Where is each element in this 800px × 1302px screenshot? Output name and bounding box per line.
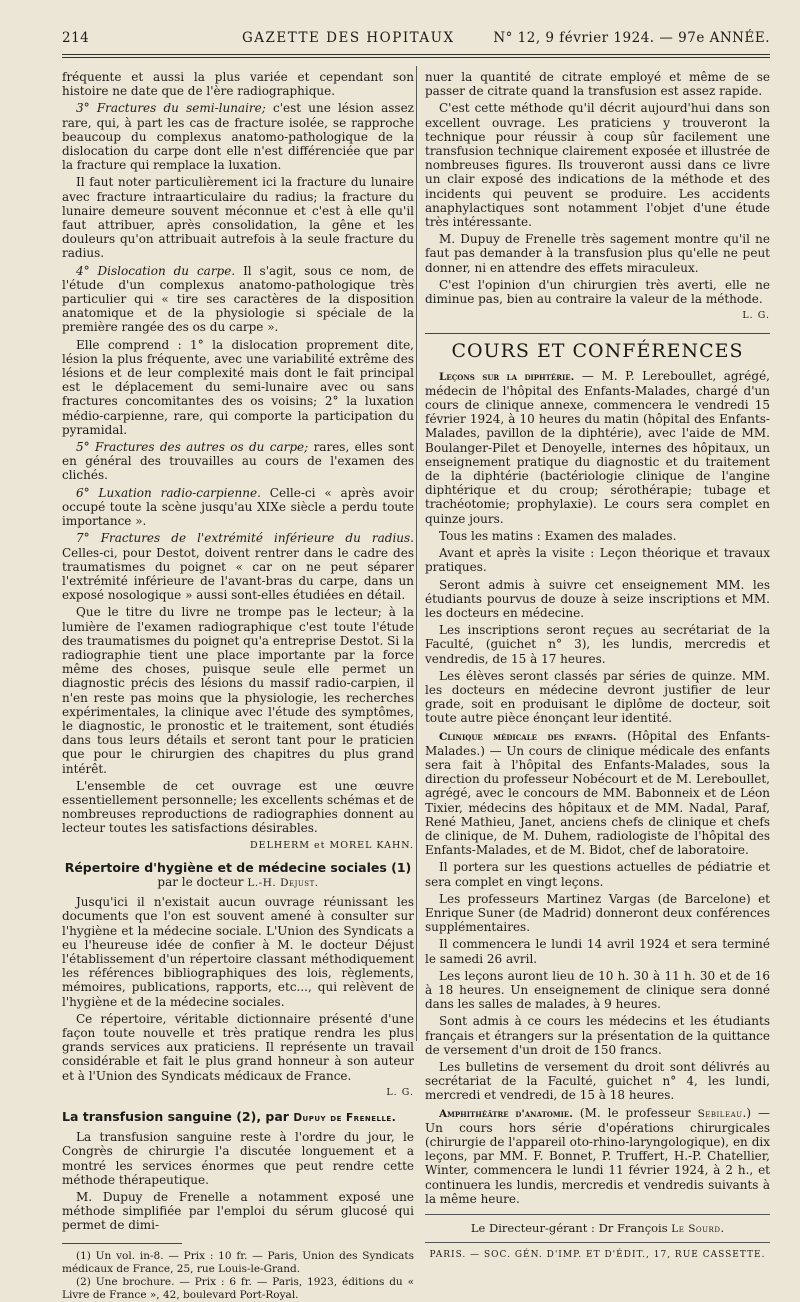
paragraph: L'ensemble de cet ouvrage est une œuvre essentiellement personnelle; les excellents schémas et de nombreuses reproductions de radiographies donnent au lecteur toutes les satisfactions désirables. [62, 778, 414, 836]
paragraph [62, 101, 414, 172]
paragraph: Ce répertoire, véritable dictionnaire présenté d'une façon toute nouvelle et très pratique rendra les plus grands services aux praticiens. Il représente un travail considérable et fait le plus grand honneur à son auteur et à l'Union des Syndicats médicaux de France. [62, 1011, 414, 1083]
section-title: COURS ET CONFÉRENCES [425, 333, 770, 358]
item-text: (M. le professeur [572, 1105, 698, 1120]
item-label: 7° Fractures de l'extrémité inférieure du radius. [76, 531, 414, 546]
review-title: Répertoire d'hygiène et de médecine sociales (1) [64, 859, 412, 875]
paragraph: Sont admis à ce cours les médecins et les étudiants français et étrangers sur la présentation de la quittance de versement d'un droit de 150 francs. [425, 1014, 770, 1057]
paragraph: nuer la quantité de citrate employé et même de se passer de citrate quand la transfusion est assez rapide. [425, 70, 770, 99]
review-title [62, 1110, 414, 1125]
paragraph [425, 369, 770, 526]
item-label: 5° Fractures des autres os du carpe; [76, 440, 309, 455]
paragraph [62, 264, 414, 335]
paragraph: La transfusion sanguine reste à l'ordre du jour, le Congrès de chirurgie l'a discutée longuement et a montré les services énormes que peut rendre cette méthode thérapeutique. [62, 1130, 414, 1187]
paragraph: Il commencera le lundi 14 avril 1924 et sera terminé le samedi 26 avril. [425, 937, 770, 966]
printer-imprint: PARIS. — SOC. GÉN. D'IMP. ET D'ÉDIT., 17, RUE CASSETTE. [425, 1242, 770, 1262]
item-text: — M. P. Lereboullet, agrégé, médecin de l'hôpital des Enfants-Malades, chargé d'un cours de clinique annexe, commencera le vendredi 15 février 1924, à 10 heures du matin (hôpital des Enfants-Malades, pavillon de la diphtérie), avec l'aide de MM. Boulanger-Pilet et Denoyelle, internes des hôpitaux, un enseignement pratique du diagnostic et du traitement de la diphtérie (bactériologie clinique de l'angine diphtérique et du croup; sérothérapie; tubage et trachéotomie; prophylaxie). Le cours sera complet en quinze jours. [425, 368, 770, 526]
review-byline [62, 875, 414, 890]
issue-info: N° 12, 9 février 1924. — 97e ANNÉE. [493, 30, 770, 46]
footnote-rule [62, 1243, 182, 1244]
item-text: Il s'agit, sous ce nom, de l'étude d'un complexus anatomo-pathologique très particulier qui « tire ses caractères de la disposition anatomique et de la physiologie si spéciale de la première rangée des os du carpe ». [62, 263, 414, 335]
author-name: Dupuy de Frenelle. [293, 1112, 397, 1125]
director-line [425, 1214, 770, 1236]
footnote: (2) Une brochure. — Prix : 6 fr. — Paris, 1923, éditions du « Livre de France », 42, boulevard Port-Royal. [62, 1275, 414, 1301]
director-suffix: . [720, 1221, 725, 1236]
signature: L. G. [386, 1086, 414, 1098]
author-name: L.-H. Dejust. [247, 876, 319, 889]
paragraph [62, 531, 414, 602]
item-text: rares, elles sont en général des trouvailles au cours de l'examen des clichés. [62, 440, 414, 483]
title-text: La transfusion sanguine (2), par [62, 1109, 294, 1125]
left-column [62, 70, 414, 1302]
signature: DELHERM et MOREL KAHN. [250, 839, 414, 851]
paragraph: Les leçons auront lieu de 10 h. 30 à 11 h. 30 et de 16 à 18 heures. Un enseignement de clinique sera donné dans les salles de malades, à 9 heures. [425, 968, 770, 1012]
runin-heading: Leçons sur la diphtérie. [439, 370, 575, 383]
column-divider [416, 66, 417, 1041]
paragraph: Tous les matins : Examen des malades. [439, 528, 677, 543]
paragraph [62, 440, 414, 483]
director-prefix: Le Directeur-gérant : Dr François [470, 1221, 672, 1236]
running-header [62, 30, 770, 50]
paragraph: C'est l'opinion d'un chirurgien très averti, elle ne diminue pas, bien au contraire la valeur de la méthode. [425, 277, 770, 307]
right-column [425, 70, 770, 1262]
footnote: (1) Un vol. in-8. — Prix : 10 fr. — Paris, Union des Syndicats médicaux de France, 25, rue Louis-le-Grand. [62, 1249, 414, 1275]
runin-heading: Amphithéâtre d'anatomie. [439, 1107, 573, 1120]
item-label: 4° Dislocation du carpe. [76, 263, 236, 278]
professor-name: Sebileau [697, 1107, 743, 1120]
byline-prefix: par le docteur [157, 874, 248, 889]
paragraph: Les élèves seront classés par séries de quinze. MM. les docteurs en médecine devront justifier de leur grade, soit en produisant le diplôme de docteur, soit toute autre pièce énonçant leur identité. [425, 668, 770, 726]
item-text: .) — Un cours hors série d'opérations chirurgicales (chirurgie de l'appareil oto-rhino-laryngologique), en dix leçons, par MM. F. Bonnet, P. Truffert, H.-P. Chatellier, Winter, commencera le lundi 11 février 1924, à 2 h., et continuera les lundis, mercredis et vendredis suivants à la même heure. [425, 1105, 770, 1206]
paragraph: M. Dupuy de Frenelle très sagement montre qu'il ne faut pas demander à la transfusion plus qu'elle ne peut donner, ni en attendre des effets miraculeux. [425, 232, 770, 275]
runin-heading: Clinique médicale des enfants. [439, 730, 617, 743]
paragraph [62, 486, 414, 529]
page-number: 214 [62, 30, 90, 46]
paragraph: Les professeurs Martinez Vargas (de Barcelone) et Enrique Suner (de Madrid) donneront deux conférences supplémentaires. [425, 891, 770, 935]
item-text: (Hôpital des Enfants-Malades.) — Un cours de clinique médicale des enfants sera fait à l'hôpital des Enfants-Malades, sous la direction du professeur Nobécourt et de M. Lereboullet, agrégé, avec le concours de MM. Babonneix et de Léon Tixier, médecins des hôpitaux et de MM. Nadal, Paraf, René Mathieu, Janet, anciens chefs de clinique et chefs de clinique, de M. Duhem, radiologiste de l'hôpital des Enfants-Malades, et de M. Bidot, chef de laboratoire. [425, 728, 771, 858]
paragraph: Les bulletins de versement du droit sont délivrés au secrétariat de la Faculté, guichet n° 4, les lundi, mercredi et vendredi, de 15 à 18 heures. [425, 1060, 770, 1103]
paragraph: Elle comprend : 1° la dislocation proprement dite, lésion la plus fréquente, avec une variabilité extrême des lésions et de leur complexité mais dont le fait principal est le déplacement du semi-lunaire avec ou sans fractures concomitantes des os voisins; 2° la luxation médio-carpienne, rare, qui comporte la participation du pyramidal. [62, 337, 414, 437]
paragraph [425, 729, 770, 858]
header-rule [62, 54, 770, 58]
signature: L. G. [742, 310, 770, 322]
paragraph: C'est cette méthode qu'il décrit aujourd'hui dans son excellent ouvrage. Les praticiens y trouveront la technique pour réussir à coup sûr facilement une transfusion technique clairement exposée et illustrée de nombreuses figures. Ils trouveront aussi dans ce livre un clair exposé des indications de la méthode et des incidents qui peuvent se produire. Les accidents anaphylactiques sont notamment l'objet d'une étude très intéressante. [425, 101, 770, 230]
item-label: 6° Luxation radio-carpienne. [76, 485, 261, 500]
item-text: Celle-ci « après avoir occupé toute la scène jusqu'au XIXe siècle a perdu toute importance ». [62, 485, 414, 529]
item-text: c'est une lésion assez rare, qui, à part les cas de fracture isolée, se rapproche beaucoup du complexus anatomo-pathologique de la dislocation du carpe dont elle n'est différenciée que par la fracture qui remplace la luxation. [62, 101, 414, 173]
paragraph: Les inscriptions seront reçues au secrétariat de la Faculté, (guichet n° 3), les lundis, mercredis et vendredis, de 15 à 17 heures. [425, 623, 770, 666]
journal-title: GAZETTE DES HOPITAUX [242, 30, 455, 46]
paragraph: Avant et après la visite : Leçon théorique et travaux pratiques. [425, 546, 770, 575]
item-label: 3° Fractures du semi-lunaire; [76, 101, 266, 116]
paragraph: Il faut noter particulièrement ici la fracture du lunaire avec fracture intraarticulaire du radius; la fracture du lunaire demeure souvent méconnue et c'est à elle qu'il faut attribuer, après consolidation, la gêne et les douleurs qu'on attribuait autrefois à la seule fracture du radius. [62, 175, 414, 261]
item-text: Celles-ci, pour Destot, doivent rentrer dans le cadre des traumatismes du poignet « car on ne peut séparer l'extrémité inférieure de l'avant-bras du carpe, dans un exposé nosologique » aussi sont-elles étudiées en détail. [62, 545, 414, 603]
paragraph: Que le titre du livre ne trompe pas le lecteur; à la lumière de l'examen radiographique c'est toute l'étude des traumatismes du poignet qu'a entreprise Destot. Si la radiographie tient une place importante par la force même des choses, puisque seule elle permet un diagnostic précis des lésions du massif radio-carpien, il n'en reste pas moins que la physiologie, les recherches expérimentales, la clinique avec l'étude des symptômes, le diagnostic, le pronostic et le traitement, sont étudiés dans tous leurs détails et seront tant pour le praticien que pour le chirurgien des chapitres du plus grand intérêt. [62, 605, 414, 776]
paragraph: fréquente et aussi la plus variée et cependant son histoire ne date que de l'ère radiographique. [62, 70, 414, 99]
director-name: Le Sourd [671, 1223, 721, 1236]
paragraph: M. Dupuy de Frenelle a notamment exposé une méthode simplifiée par l'emploi du sérum glucosé qui permet de dimi- [62, 1190, 414, 1233]
paragraph: Il portera sur les questions actuelles de pédiatrie et sera complet en vingt leçons. [425, 860, 770, 889]
paragraph: Seront admis à suivre cet enseignement MM. les étudiants pourvus de douze à seize inscriptions et MM. les docteurs en médecine. [425, 577, 770, 620]
paragraph: Jusqu'ici il n'existait aucun ouvrage réunissant les documents que l'on est souvent amené à consulter sur l'hygiène et la médecine sociale. L'Union des Syndicats a eu l'heureuse idée de confier à M. le docteur Déjust l'établissement d'un répertoire classant méthodiquement les références bibliographiques des lois, règlements, mémoires, publications, rapports, etc..., qui relèvent de l'hygiène et de la médecine sociales. [62, 895, 414, 1009]
